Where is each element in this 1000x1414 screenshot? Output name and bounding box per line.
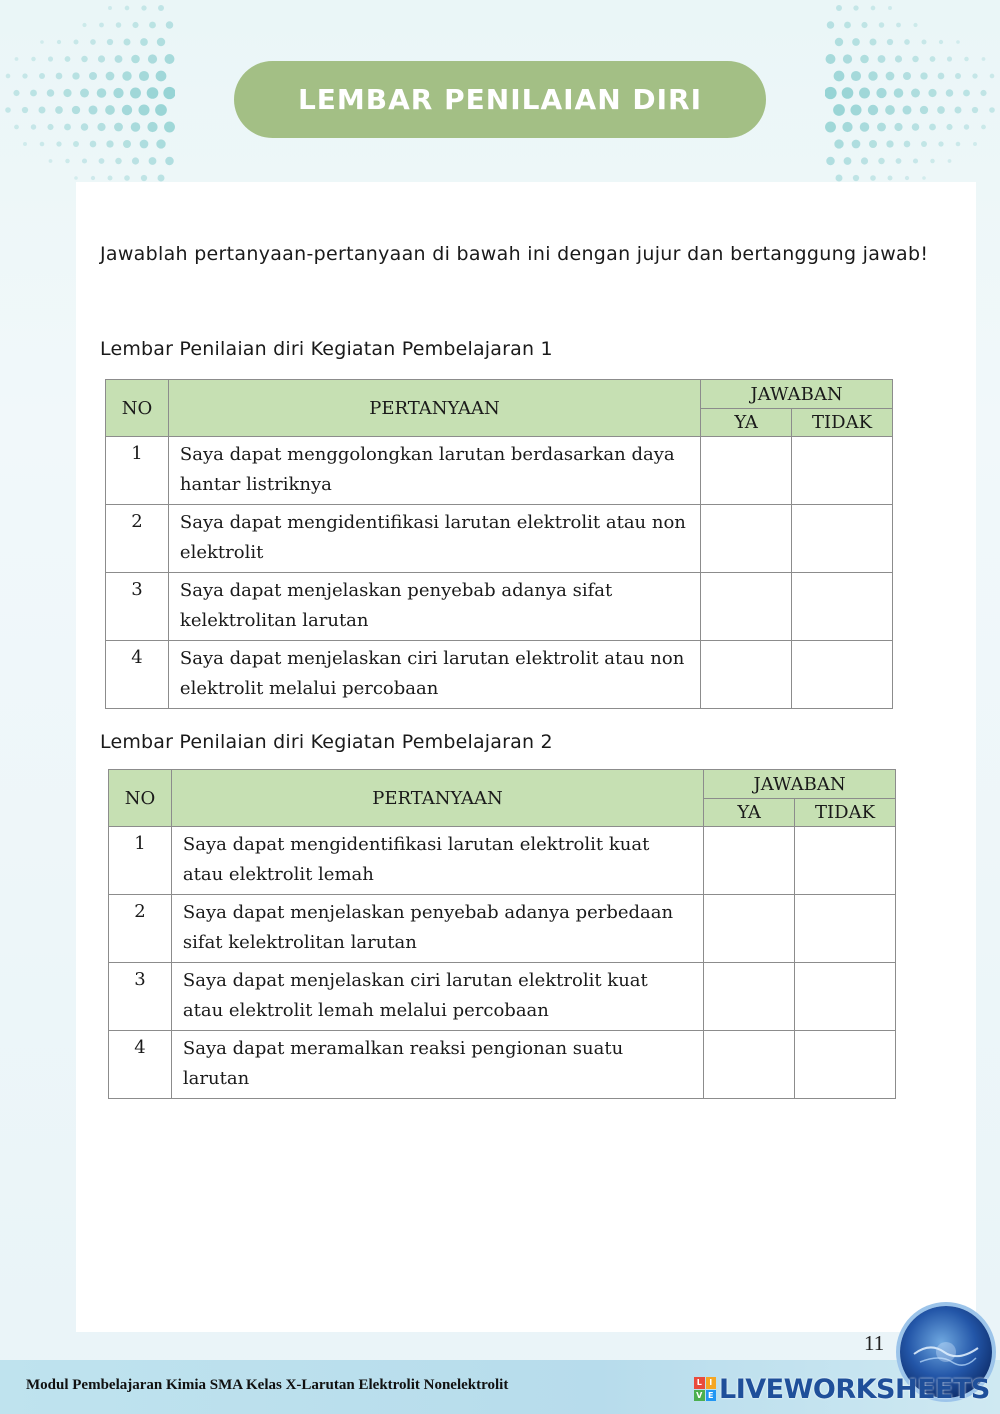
table-row xyxy=(106,505,893,573)
decorative-dot xyxy=(938,141,943,146)
decorative-dot xyxy=(105,105,115,115)
self-assessment-table-1 xyxy=(105,379,893,709)
decorative-dot xyxy=(921,141,927,147)
decorative-dot xyxy=(870,175,876,181)
decorative-dot xyxy=(56,141,61,146)
decorative-dot xyxy=(15,57,19,61)
decorative-dot xyxy=(850,104,861,115)
header-no-answer: TIDAK xyxy=(792,409,893,437)
decorative-dot xyxy=(972,107,978,113)
row-question: Saya dapat menjelaskan ciri larutan elektrolit atau non elektrolit melalui percobaan xyxy=(168,641,700,709)
row-number: 2 xyxy=(106,505,169,573)
decorative-dot xyxy=(148,54,157,63)
decorative-dot xyxy=(23,142,27,146)
decorative-dot xyxy=(843,54,852,63)
decorative-dot xyxy=(868,105,878,115)
decorative-dot xyxy=(842,87,854,99)
row-number: 3 xyxy=(106,573,169,641)
decorative-dot xyxy=(90,39,96,45)
liveworksheets-logo[interactable] xyxy=(694,1374,990,1404)
decorative-dot xyxy=(140,140,149,149)
decorative-dot xyxy=(922,40,927,45)
decorative-dot xyxy=(113,88,123,98)
decorative-dot xyxy=(88,105,97,114)
decorative-dot xyxy=(930,159,934,163)
answer-no-cell[interactable] xyxy=(795,1031,896,1099)
table-row xyxy=(109,1031,896,1099)
page-title-text: LEMBAR PENILAIAN DIRI xyxy=(297,83,703,116)
decorative-dot xyxy=(123,140,131,148)
decorative-dot xyxy=(861,157,868,164)
decorative-dot xyxy=(141,5,146,10)
decorative-dot xyxy=(948,159,952,163)
brand-mark-letter: E xyxy=(706,1390,717,1402)
decorative-dot xyxy=(141,175,147,181)
decorative-dot xyxy=(964,57,968,61)
section-title-1: Lembar Penilaian diri Kegiatan Pembelajaran 1 xyxy=(100,338,553,360)
decorative-dot xyxy=(122,105,132,115)
decorative-dot xyxy=(920,106,928,114)
decorative-dot xyxy=(859,88,870,99)
decorative-dot xyxy=(65,56,71,62)
answer-yes-cell[interactable] xyxy=(704,1031,795,1099)
decorative-dot xyxy=(22,73,27,78)
brand-mark-letter: L xyxy=(694,1377,705,1389)
decorative-dot xyxy=(158,175,165,182)
decorative-dot xyxy=(115,55,123,63)
decorative-dot xyxy=(55,106,63,114)
table-row xyxy=(106,573,893,641)
row-question: Saya dapat meramalkan reaksi pengionan suatu larutan xyxy=(171,1031,703,1099)
decorative-dot xyxy=(98,55,105,62)
decorative-dot xyxy=(937,106,945,114)
decorative-dot xyxy=(842,122,852,132)
row-question: Saya dapat mengidentifikasi larutan elektrolit atau non elektrolit xyxy=(168,505,700,573)
decorative-dot xyxy=(14,125,19,130)
decorative-dot xyxy=(106,140,113,147)
table-row xyxy=(109,963,896,1031)
decorative-dot xyxy=(956,142,961,147)
decorative-dot xyxy=(156,139,165,148)
decorative-dot xyxy=(869,38,876,45)
table-row xyxy=(106,437,893,505)
decorative-dot xyxy=(73,141,79,147)
decorative-dot xyxy=(163,87,175,99)
decorative-dot xyxy=(156,71,167,82)
decorative-dot xyxy=(876,88,886,98)
decorative-dot xyxy=(912,123,919,130)
liveworksheets-brand-text: LIVEWORKSHEETS xyxy=(719,1373,990,1405)
answer-no-cell[interactable] xyxy=(795,963,896,1031)
decorative-dot xyxy=(825,122,836,133)
answer-yes-cell[interactable] xyxy=(704,895,795,963)
decorative-dot xyxy=(122,71,131,80)
header-yes: YA xyxy=(704,799,795,827)
decorative-dot xyxy=(973,142,977,146)
decorative-dot xyxy=(871,6,876,11)
decorative-dot xyxy=(82,23,86,27)
decorative-dot xyxy=(825,87,837,99)
decorative-dot xyxy=(132,157,139,164)
decorative-dot xyxy=(130,88,141,99)
decorative-dot xyxy=(860,55,869,64)
decorative-dot xyxy=(31,124,36,129)
row-question: Saya dapat menjelaskan ciri larutan elektrolit kuat atau elektrolit lemah melalui percobaan xyxy=(171,963,703,1031)
decorative-dot xyxy=(99,158,105,164)
decorative-dot xyxy=(108,176,113,181)
decorative-dot xyxy=(30,90,37,97)
decorative-dot xyxy=(834,139,843,148)
decorative-dot xyxy=(835,38,843,46)
decorative-dot xyxy=(131,122,141,132)
decorative-dot xyxy=(947,56,952,61)
decorative-dot xyxy=(124,175,130,181)
header-yes: YA xyxy=(701,409,792,437)
instruction-text: Jawablah pertanyaan-pertanyaan di bawah ini dengan jujur dan bertanggung jawab! xyxy=(100,243,929,265)
decorative-dot xyxy=(158,5,164,11)
decorative-dot xyxy=(852,38,860,46)
decorative-dot xyxy=(982,57,986,61)
decorative-dot xyxy=(64,124,71,131)
answer-no-cell[interactable] xyxy=(792,437,893,505)
decorative-dot xyxy=(844,157,852,165)
row-number: 2 xyxy=(109,895,172,963)
decorative-dot xyxy=(116,22,121,27)
decorative-dot xyxy=(852,140,861,149)
decorative-dot xyxy=(107,39,113,45)
decorative-dot xyxy=(946,89,954,97)
decorative-dot xyxy=(920,72,927,79)
decorative-dot xyxy=(72,72,79,79)
row-number: 3 xyxy=(109,963,172,1031)
decorative-dot xyxy=(853,175,859,181)
decorative-dot xyxy=(868,71,877,80)
row-number: 1 xyxy=(109,827,172,895)
decorative-dot xyxy=(125,6,130,11)
row-question: Saya dapat menggolongkan larutan berdasarkan daya hantar listriknya xyxy=(168,437,700,505)
decorative-dot xyxy=(964,124,969,129)
decorative-dot xyxy=(904,141,911,148)
decorative-dot xyxy=(860,122,870,132)
decorative-dot xyxy=(903,72,911,80)
decorative-dot xyxy=(913,158,918,163)
page-number: 11 xyxy=(864,1331,885,1355)
decorative-dot xyxy=(956,40,960,44)
section-title-2: Lembar Penilaian diri Kegiatan Pembelajaran 2 xyxy=(100,731,553,753)
header-question: PERTANYAAN xyxy=(171,770,703,827)
decorative-dot xyxy=(99,23,104,28)
decorative-dot xyxy=(149,22,156,29)
decorative-dot xyxy=(963,90,970,97)
decorative-dot xyxy=(896,23,901,28)
decorative-dot xyxy=(930,56,936,62)
decorative-dot xyxy=(955,107,962,114)
decorative-dot xyxy=(851,71,861,81)
decorative-dot xyxy=(47,89,55,97)
decorative-dot xyxy=(123,38,130,45)
table-row xyxy=(109,895,896,963)
decorative-dot xyxy=(888,176,893,181)
decorative-dot xyxy=(13,90,19,96)
decorative-dot xyxy=(939,40,943,44)
decorative-dot xyxy=(886,72,895,81)
answer-no-cell[interactable] xyxy=(792,641,893,709)
decorative-dot xyxy=(49,159,53,163)
decorative-dot xyxy=(834,71,845,82)
decorative-dot xyxy=(886,140,893,147)
decorative-dot xyxy=(844,22,851,29)
decorative-dot xyxy=(91,176,95,180)
decorative-dot xyxy=(885,105,895,115)
decorative-dot xyxy=(139,71,149,81)
answer-yes-cell[interactable] xyxy=(701,437,792,505)
header-no: NO xyxy=(106,380,169,437)
decorative-dot xyxy=(895,55,902,62)
answer-yes-cell[interactable] xyxy=(701,573,792,641)
decorative-dot xyxy=(879,22,884,27)
decorative-dot xyxy=(155,104,167,116)
decorative-dot xyxy=(877,123,886,132)
decorative-dot xyxy=(938,73,945,80)
decorative-dot xyxy=(896,158,902,164)
decorative-dot xyxy=(946,124,952,130)
decorative-dot xyxy=(955,73,961,79)
answer-yes-cell[interactable] xyxy=(704,963,795,1031)
decorative-dot xyxy=(5,107,11,113)
header-question: PERTANYAAN xyxy=(168,380,700,437)
answer-yes-cell[interactable] xyxy=(701,505,792,573)
row-question: Saya dapat menjelaskan penyebab adanya perbedaan sifat kelektrolitan larutan xyxy=(171,895,703,963)
answer-yes-cell[interactable] xyxy=(704,827,795,895)
decorative-dot xyxy=(81,56,88,63)
decorative-dot xyxy=(56,73,63,80)
decorative-dot xyxy=(149,157,157,165)
decorative-dot xyxy=(836,175,843,182)
decorative-dot xyxy=(894,123,902,131)
header-no-answer: TIDAK xyxy=(795,799,896,827)
decorative-dot xyxy=(97,88,107,98)
decorative-dot xyxy=(165,157,174,166)
answer-no-cell[interactable] xyxy=(795,895,896,963)
decorative-dot xyxy=(869,140,877,148)
decorative-dot xyxy=(166,21,174,29)
decorative-dot xyxy=(31,57,35,61)
row-question: Saya dapat mengidentifikasi larutan elektrolit kuat atau elektrolit lemah xyxy=(171,827,703,895)
decorative-dot xyxy=(894,88,904,98)
decorative-dot xyxy=(165,54,175,64)
decorative-dot xyxy=(132,22,138,28)
decorative-dot xyxy=(157,38,165,46)
decorative-dot xyxy=(905,176,909,180)
decorative-dot xyxy=(22,107,28,113)
decorative-dot xyxy=(65,159,69,163)
decorative-dot xyxy=(6,74,11,79)
decorative-dot xyxy=(826,157,835,166)
decorative-dot xyxy=(826,54,836,64)
header-answer: JAWABAN xyxy=(701,380,893,409)
decorative-dot xyxy=(89,72,97,80)
decorative-dot xyxy=(990,74,995,79)
footer-module-title: Modul Pembelajaran Kimia SMA Kelas X-Larutan Elektrolit Nonelektrolit xyxy=(26,1377,509,1393)
decorative-dot xyxy=(115,158,121,164)
brand-mark-letter: I xyxy=(706,1377,717,1389)
header-no: NO xyxy=(109,770,172,827)
decorative-dot xyxy=(878,158,884,164)
decorative-dot xyxy=(928,89,936,97)
decorative-dot xyxy=(90,141,97,148)
decorative-dot xyxy=(48,56,53,61)
decorative-dot xyxy=(106,72,115,81)
decorative-dot xyxy=(97,123,105,131)
decorative-dot xyxy=(147,122,157,132)
answer-no-cell[interactable] xyxy=(792,505,893,573)
decorative-dot xyxy=(138,104,149,115)
decorative-dot xyxy=(108,6,112,10)
decorative-dot xyxy=(902,105,911,114)
decorative-dot xyxy=(922,176,926,180)
answer-no-cell[interactable] xyxy=(795,827,896,895)
decorative-dot xyxy=(82,158,87,163)
decorative-dot xyxy=(887,39,893,45)
decorative-dot xyxy=(888,6,892,10)
decorative-dot xyxy=(853,5,858,10)
decorative-dot xyxy=(39,107,46,114)
decorative-dot xyxy=(74,40,79,45)
decorative-dot xyxy=(63,89,71,97)
decorative-dot xyxy=(40,142,45,147)
decorative-dot xyxy=(911,89,920,98)
decorative-dot xyxy=(114,123,123,132)
self-assessment-table-2 xyxy=(108,769,896,1099)
row-number: 4 xyxy=(109,1031,172,1099)
decorative-dot xyxy=(833,104,845,116)
decorative-dot xyxy=(40,40,44,44)
decorative-dot xyxy=(147,87,159,99)
brand-mark-letter: V xyxy=(694,1390,705,1402)
decorative-dot xyxy=(81,123,88,130)
header-answer: JAWABAN xyxy=(704,770,896,799)
decorative-dot xyxy=(827,21,835,29)
decorative-dot xyxy=(981,125,986,130)
decorative-dot xyxy=(140,38,148,46)
answer-no-cell[interactable] xyxy=(792,573,893,641)
row-question: Saya dapat menjelaskan penyebab adanya sifat kelektrolitan larutan xyxy=(168,573,700,641)
decorative-dot xyxy=(57,40,61,44)
decorative-dot xyxy=(80,89,89,98)
page-title xyxy=(234,61,766,138)
decorative-dot xyxy=(72,106,80,114)
row-number: 4 xyxy=(106,641,169,709)
liveworksheets-mark-icon xyxy=(694,1377,716,1401)
decorative-dot xyxy=(980,90,986,96)
row-number: 1 xyxy=(106,437,169,505)
table-row xyxy=(106,641,893,709)
decorative-dot xyxy=(913,23,917,27)
decorative-dot xyxy=(74,176,78,180)
decorative-dot xyxy=(972,73,977,78)
decorative-dot xyxy=(47,124,53,130)
decorative-dot xyxy=(131,55,140,64)
decorative-dot xyxy=(861,22,867,28)
decorative-dot xyxy=(929,124,936,131)
decorative-dot xyxy=(904,39,910,45)
answer-yes-cell[interactable] xyxy=(701,641,792,709)
table-row xyxy=(109,827,896,895)
decorative-dot xyxy=(878,55,886,63)
decorative-dot xyxy=(39,73,45,79)
decorative-dot xyxy=(836,5,842,11)
decorative-dot xyxy=(164,122,175,133)
decorative-dot xyxy=(912,56,919,63)
decorative-dot xyxy=(989,107,995,113)
